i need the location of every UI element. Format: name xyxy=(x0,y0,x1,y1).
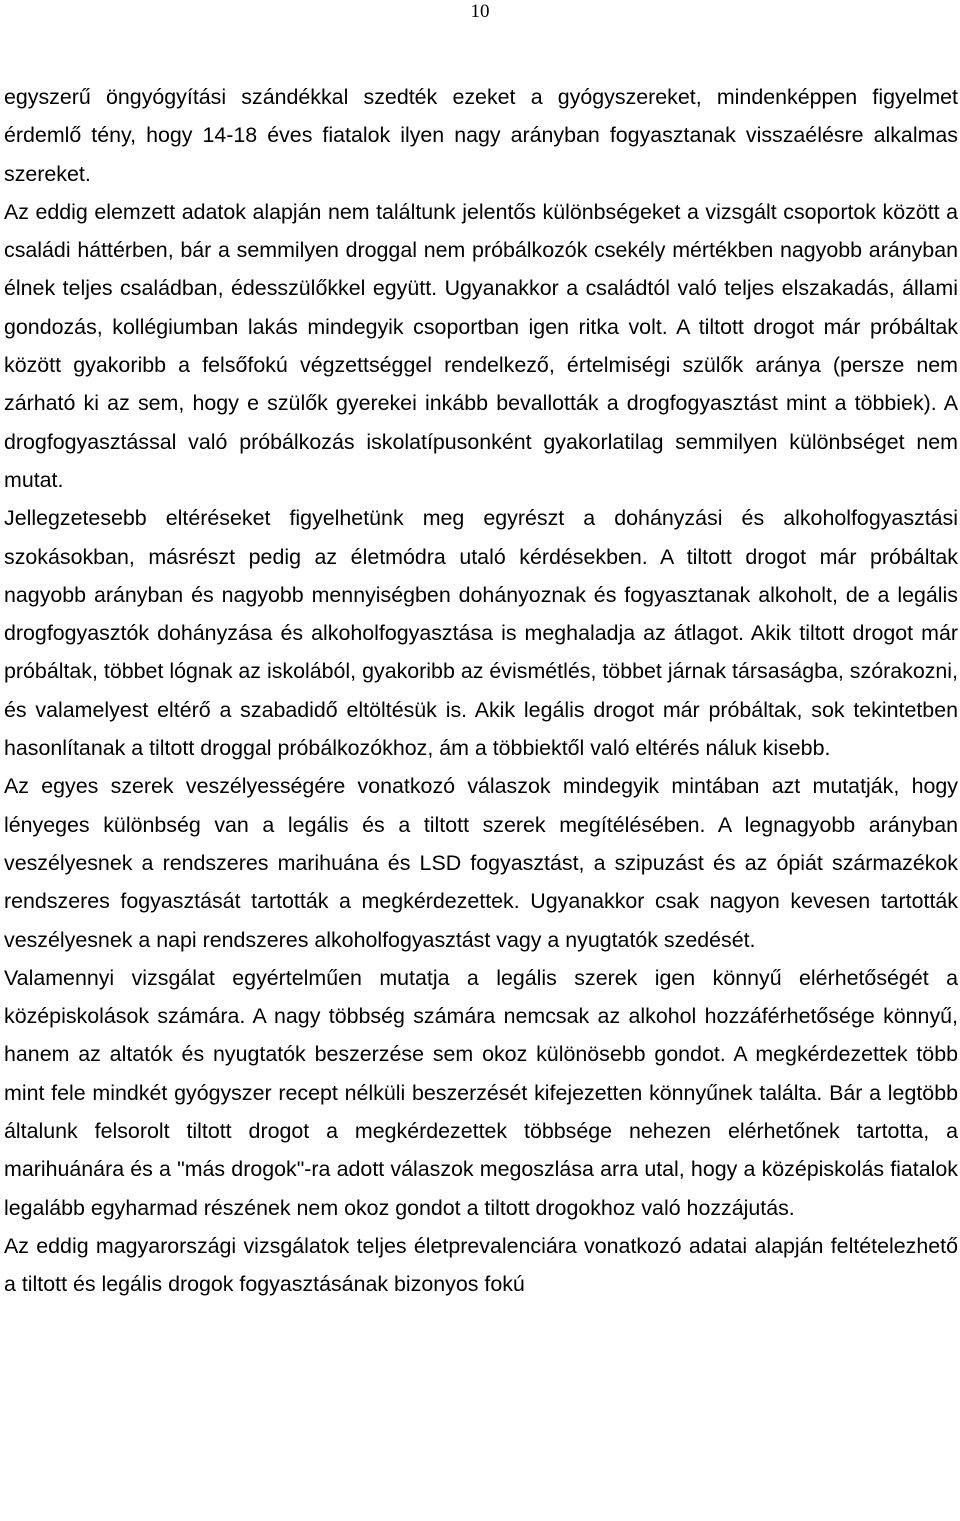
page-number: 10 xyxy=(470,1,490,22)
paragraph: Az egyes szerek veszélyességére vonatkozó válaszok mindegyik mintában azt mutatják, hogy lényeges különbség van a legális és a tiltott szerek megítélésében. A legnagyobb arányban veszélyesnek a rendszeres marihuána és LSD fogyasztást, a szipuzást és az ópiát származékok rendszeres fogyasztását tartották a megkérdezettek. Ugyanakkor csak nagyon kevesen tartották veszélyesnek a napi rendszeres alkoholfogyasztást vagy a nyugtatók szedését. xyxy=(4,774,958,952)
paragraph: Az eddig elemzett adatok alapján nem találtunk jelentős különbségeket a vizsgált csoportok között a családi háttérben, bár a semmilyen droggal nem próbálkozók csekély mértékben nagyobb arányban élnek teljes családban, édesszülőkkel együtt. Ugyanakkor a családtól való teljes elszakadás, állami gondozás, kollégiumban lakás mindegyik csoportban igen ritka volt. A tiltott drogot már próbáltak között gyakoribb a felsőfokú végzettséggel rendelkező, értelmiségi szülők aránya (persze nem zárható ki az sem, hogy e szülők gyerekei inkább bevallották a drogfogyasztást mint a többiek). A drogfogyasztással való próbálkozás iskolatípusonként gyakorlatilag semmilyen különbséget nem mutat. xyxy=(4,199,958,492)
paragraph: Valamennyi vizsgálat egyértelműen mutatja a legális szerek igen könnyű elérhetőségét a középiskolások számára. A nagy többség számára nemcsak az alkohol hozzáférhetősége könnyű, hanem az altatók és nyugtatók beszerzése sem okoz különösebb gondot. A megkérdezettek több mint fele mindkét gyógyszer recept nélküli beszerzését kifejezetten könnyűnek találta. Bár a legtöbb általunk felsorolt tiltott drogot a megkérdezettek többsége nehezen elérhetőnek tartotta, a marihuánára és a "más drogok"-ra adott válaszok megoszlása arra utal, hogy a középiskolás fiatalok legalább egyharmad részének nem okoz gondot a tiltott drogokhoz való hozzájutás. xyxy=(4,965,958,1220)
document-body xyxy=(4,78,958,1304)
paragraph: Jellegzetesebb eltéréseket figyelhetünk meg egyrészt a dohányzási és alkoholfogyasztási szokásokban, másrészt pedig az életmódra utaló kérdésekben. A tiltott drogot már próbáltak nagyobb arányban és nagyobb mennyiségben dohányoznak és fogyasztanak alkoholt, de a legális drogfogyasztók dohányzása és alkoholfogyasztása is meghaladja az átlagot. Akik tiltott drogot már próbáltak, többet lógnak az iskolából, gyakoribb az évismétlés, többet járnak társaságba, szórakozni, és valamelyest eltérő a szabadidő eltöltésük is. Akik legális drogot már próbáltak, sok tekintetben hasonlítanak a tiltott droggal próbálkozókhoz, ám a többiektől való eltérés náluk kisebb. xyxy=(4,506,958,761)
paragraph: egyszerű öngyógyítási szándékkal szedték ezeket a gyógyszereket, mindenképpen figyelmet érdemlő tény, hogy 14-18 éves fiatalok ilyen nagy arányban fogyasztanak visszaélésre alkalmas szereket. xyxy=(4,85,958,186)
paragraph: Az eddig magyarországi vizsgálatok teljes életprevalenciára vonatkozó adatai alapján feltételezhető a tiltott és legális drogok fogyasztásának bizonyos fokú xyxy=(4,1233,958,1297)
